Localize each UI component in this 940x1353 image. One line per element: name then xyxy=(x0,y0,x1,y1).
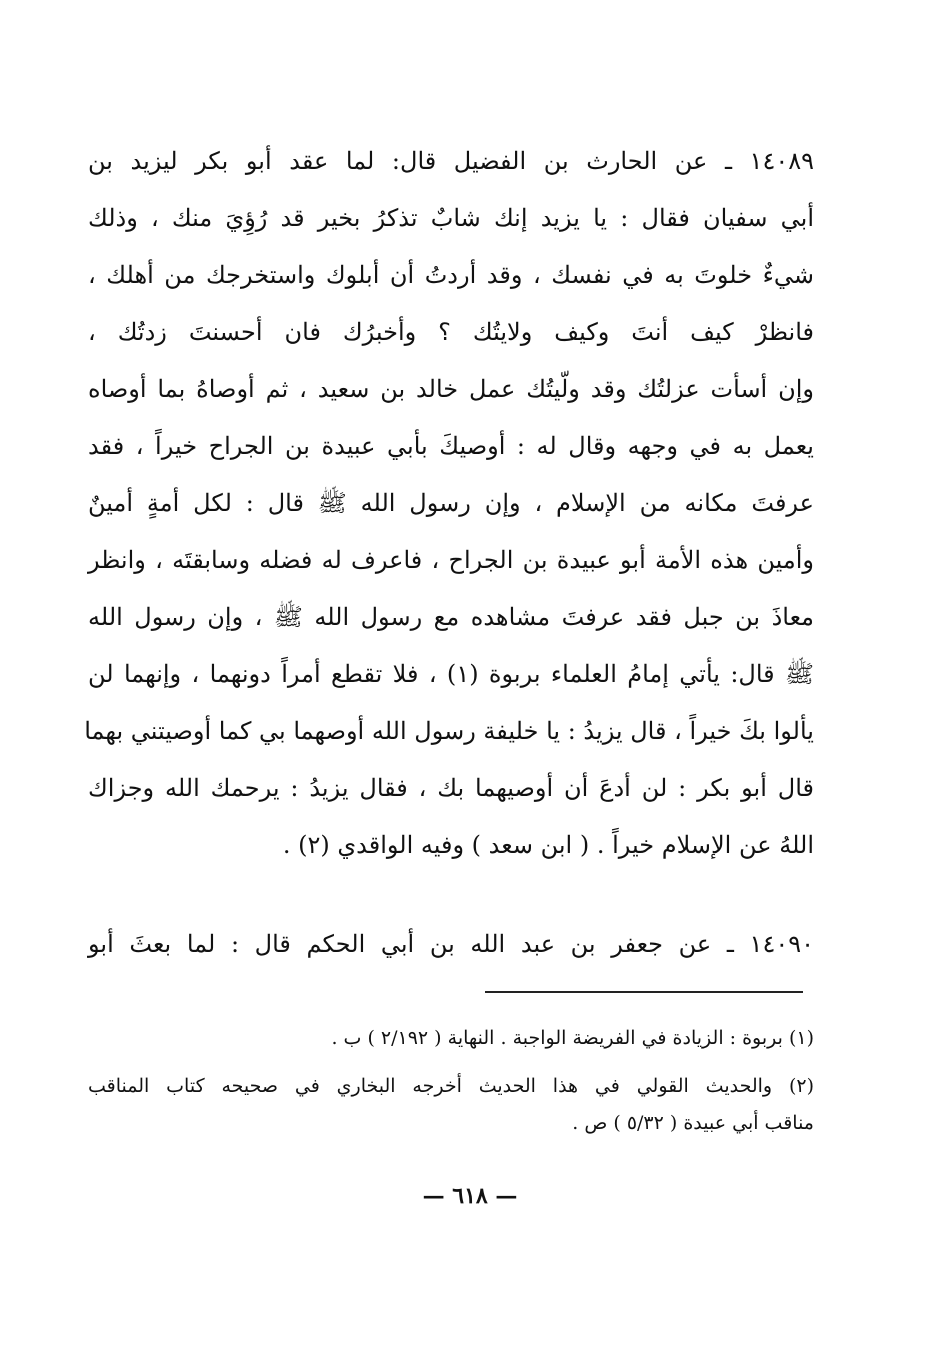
text-line: ﷺ قال: يأتي إمامُ العلماء بربوة (١) ، فلا تقطع أمراً دونهما ، وإنهما لن xyxy=(88,660,815,688)
footnote-2-continuation: مناقب أبي عبيدة ( ٥/٣٢ ) ص . xyxy=(572,1112,814,1134)
text-line: ١٤٠٩٠ ـ عن جعفر بن عبد الله بن أبي الحكم قال : لما بعثَ أبو xyxy=(88,930,814,958)
footnote-1: (١) بربوة : الزيادة في الفريضة الواجبة . النهاية ( ٢/١٩٢ ) ب . xyxy=(331,1027,814,1049)
page-number: — ٦١٨ — xyxy=(422,1183,518,1209)
text-line: وإن أسأت عزلتُك وقد ولّيتُك عمل خالد بن سعيد ، ثم أوصاهُ بما أوصاه xyxy=(88,375,814,403)
text-line: عرفتَ مكانه من الإسلام ، وإن رسول الله ﷺ قال : لكل أمةٍ أمينٌ xyxy=(88,489,814,517)
text-line: أبي سفيان فقال : يا يزيد إنك شابٌ تذكرُ بخير قد رُؤِيَ منك ، وذلك xyxy=(88,204,814,232)
text-line: يعمل به في وجهه وقال له : أوصيكَ بأبي عبيدة بن الجراح خيراً ، فقد xyxy=(88,432,814,460)
text-line: قال أبو بكر : لن أدعَ أن أوصيهما بك ، فقال يزيدُ : يرحمك الله وجزاك xyxy=(88,774,814,802)
text-line: فانظرْ كيف أنتَ وكيف ولايتُك ؟ وأخبرُك فان أحسنتَ زدتُك ، xyxy=(88,318,814,346)
hadith-entry-14090 xyxy=(88,916,814,973)
hadith-entry-14089 xyxy=(84,133,815,874)
text-line: يألوا بكَ خيراً ، قال يزيدُ : يا خليفة رسول الله أوصهما بي كما أوصيتني بهما xyxy=(84,717,814,745)
footnotes xyxy=(88,1014,814,1146)
footnote-2: (٢) والحديث القولي في هذا الحديث أخرجه البخاري في صحيحه كتاب المناقب xyxy=(88,1075,814,1097)
text-line: شيءٌ خلوتَ به في نفسك ، وقد أردتُ أن أبلوك واستخرجك من أهلك ، xyxy=(88,261,815,289)
text-line: وأمين هذه الأمة أبو عبيدة بن الجراح ، فاعرف له فضله وسابقتَه ، وانظر xyxy=(88,546,814,574)
footnote-separator xyxy=(485,991,803,993)
text-line: ١٤٠٨٩ ـ عن الحارث بن الفضيل قال: لما عقد أبو بكر ليزيد بن xyxy=(88,147,814,175)
text-line: معاذَ بن جبل فقد عرفتَ مشاهده مع رسول الله ﷺ ، وإن رسول الله xyxy=(88,603,814,631)
text-line: اللهُ عن الإسلام خيراً . ( ابن سعد ) وفيه الواقدي (٢) . xyxy=(282,831,814,859)
